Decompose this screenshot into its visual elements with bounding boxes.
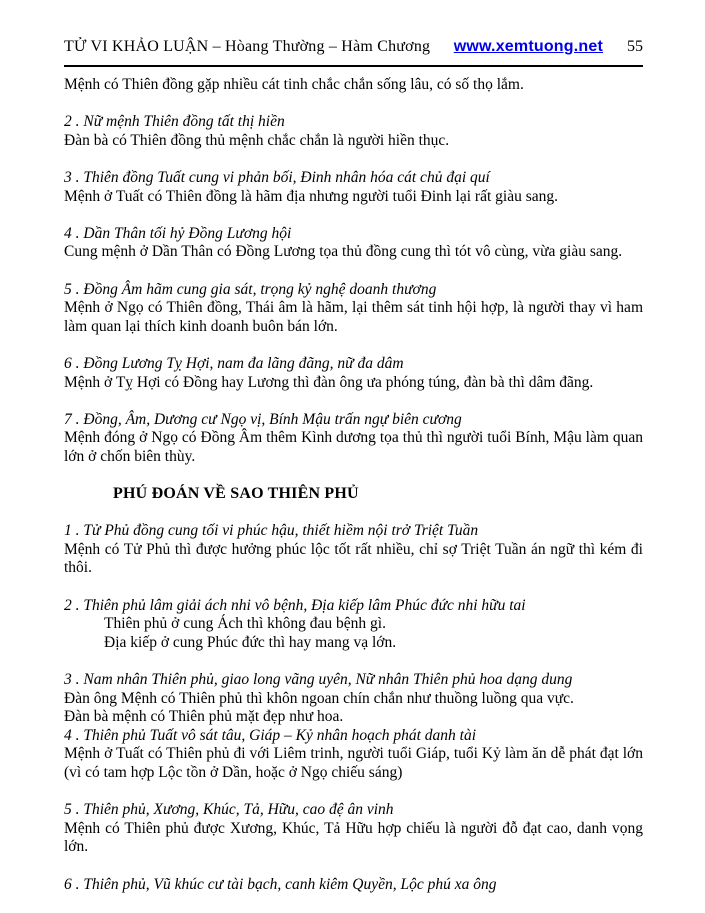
verse-heading: 1 . Tử Phủ đồng cung tối vi phúc hậu, thiết hiềm nội trở Triệt Tuần <box>64 522 479 540</box>
page-content <box>64 67 643 894</box>
verse-section-7 <box>64 411 643 467</box>
verse-heading: 4 . Thiên phủ Tuất vô sát tâu, Giáp – Kỷ nhân hoạch phát danh tài <box>64 726 477 744</box>
website-link[interactable]: www.xemtuong.net <box>453 38 603 55</box>
verse-section-3 <box>64 169 643 206</box>
verse-section-phu-3 <box>64 671 643 727</box>
verse-heading: 3 . Nam nhân Thiên phủ, giao long vãng uyên, Nữ nhân Thiên phủ hoa dạng dung <box>64 671 573 688</box>
verse-body: Mệnh ở Tỵ Hợi có Đồng hay Lương thì đàn ông ưa phóng túng, đàn bà thì dâm đãng. <box>64 373 594 391</box>
verse-heading: 2 . Nữ mệnh Thiên đồng tất thị hiền <box>64 113 285 131</box>
verse-body: Mệnh ở Tuất có Thiên đồng là hãm địa nhưng người tuổi Đinh lại rất giàu sang. <box>64 187 558 205</box>
verse-section-phu-1 <box>64 522 643 578</box>
verse-heading: 5 . Thiên phủ, Xương, Khúc, Tả, Hữu, cao đệ ân vinh <box>64 801 394 819</box>
verse-body: Đàn bà mệnh có Thiên phủ mặt đẹp như hoa. <box>64 708 344 726</box>
verse-section-5 <box>64 281 643 337</box>
section-title-thien-phu: PHÚ ĐOÁN VỀ SAO THIÊN PHỦ <box>113 485 359 503</box>
verse-section-phu-2 <box>64 597 643 653</box>
verse-body: Địa kiếp ở cung Phúc đức thì hay mang vạ lớn. <box>104 633 397 651</box>
verse-heading: 6 . Thiên phủ, Vũ khúc cư tài bạch, canh kiêm Quyền, Lộc phú xa ông <box>64 875 497 893</box>
verse-body: Mệnh có Thiên phủ được Xương, Khúc, Tả Hữu hợp chiếu là người đỗ đạt cao, danh vọng lớn. <box>64 819 643 856</box>
verse-body: Mệnh ở Tuất có Thiên phủ đi với Liêm trinh, người tuổi Giáp, tuổi Kỷ làm ăn dễ phát đạt lớn (vì có tam hợp Lộc tồn ở Dần, hoặc ở Ngọ chiếu sáng) <box>64 745 643 781</box>
verse-heading: 5 . Đồng Âm hãm cung gia sát, trọng kỷ nghệ doanh thương <box>64 280 437 298</box>
verse-section-phu-4 <box>64 727 643 783</box>
verse-heading: 6 . Đồng Lương Tỵ Hợi, nam đa lãng đãng, nữ đa dâm <box>64 354 404 372</box>
verse-section-phu-6 <box>64 876 643 895</box>
verse-section-6 <box>64 355 643 392</box>
verse-heading: 4 . Dần Thân tối hỷ Đồng Lương hội <box>64 224 292 242</box>
verse-heading: 7 . Đồng, Âm, Dương cư Ngọ vị, Bính Mậu trấn ngự biên cương <box>64 410 462 428</box>
verse-heading: 3 . Thiên đồng Tuất cung vi phản bối, Đinh nhân hóa cát chủ đại quí <box>64 168 490 186</box>
verse-body: Đàn bà có Thiên đồng thủ mệnh chắc chắn là người hiền thục. <box>64 131 450 149</box>
verse-section-2 <box>64 113 643 150</box>
verse-body: Cung mệnh ở Dần Thân có Đồng Lương tọa thủ đồng cung thì tót vô cùng, vừa giàu sang. <box>64 243 623 261</box>
header-right <box>454 38 643 56</box>
verse-body: Mệnh có Tử Phủ thì được hưởng phúc lộc tốt rất nhiều, chỉ sợ Triệt Tuần án ngữ thì kém đi thôi. <box>64 540 643 577</box>
book-title: TỬ VI KHẢO LUẬN – Hòang Thường – Hàm Chương <box>64 38 431 55</box>
verse-body: Mệnh đóng ở Ngọ có Đồng Âm thêm Kình dương tọa thủ thì người tuổi Bính, Mậu làm quan lớn ở chốn biên thùy. <box>64 429 643 465</box>
verse-section-phu-5 <box>64 801 643 857</box>
intro-paragraph: Mệnh có Thiên đồng gặp nhiều cát tinh chắc chắn sống lâu, có số thọ lắm. <box>64 76 524 93</box>
verse-section-4 <box>64 225 643 262</box>
verse-heading: 2 . Thiên phủ lâm giải ách nhi vô bệnh, Địa kiếp lâm Phúc đức nhi hữu tai <box>64 596 526 614</box>
verse-body: Thiên phủ ở cung Ách thì không đau bệnh gì. <box>104 615 386 633</box>
verse-body: Đàn ông Mệnh có Thiên phủ thì khôn ngoan chín chắn như thuồng luồng qua vực. <box>64 689 574 707</box>
verse-body: Mệnh ở Ngọ có Thiên đồng, Thái âm là hãm, lại thêm sát tinh hội hợp, là người thay vì ham làm quan lại thích kinh doanh buôn bán lớn. <box>64 299 643 335</box>
page-header <box>64 38 643 67</box>
page-number: 55 <box>627 38 643 55</box>
